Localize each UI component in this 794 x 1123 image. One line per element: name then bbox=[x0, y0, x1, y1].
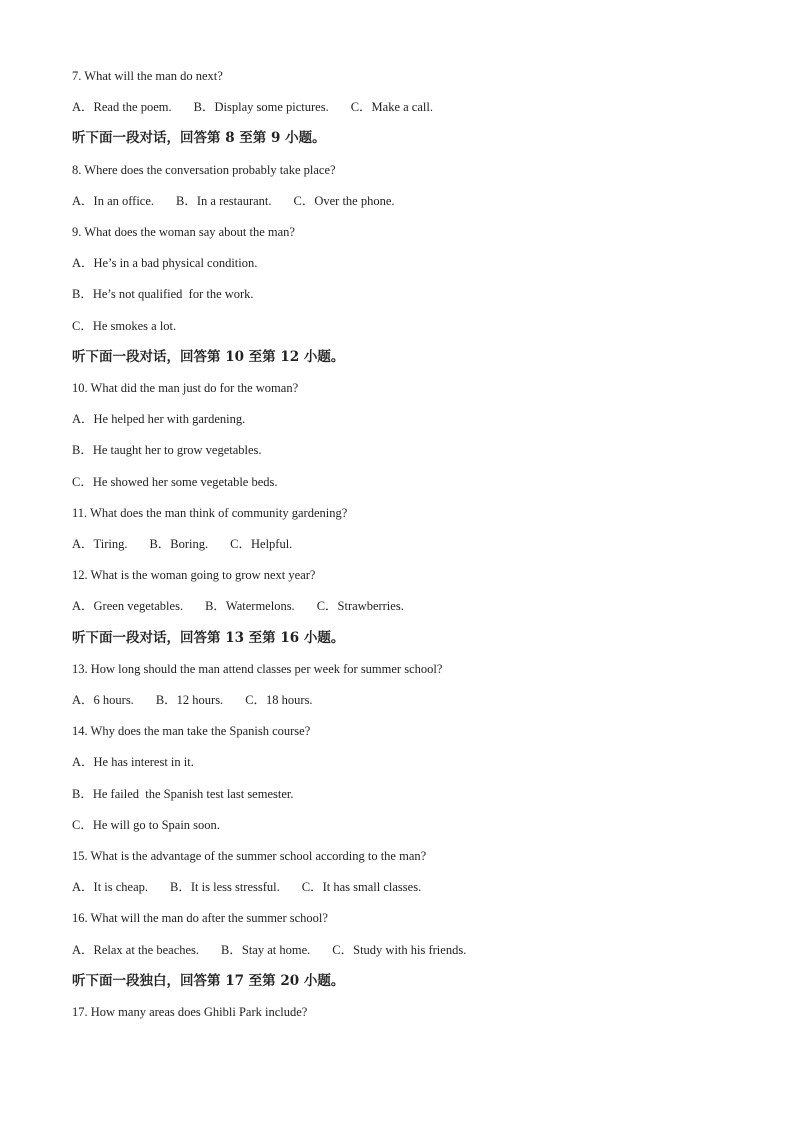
answer-option: B．Watermelons. bbox=[205, 599, 295, 614]
answer-option: B．It is less stressful. bbox=[170, 880, 280, 895]
question: 9. What does the woman say about the man? bbox=[72, 225, 295, 239]
answer-option: B．He failed the Spanish test last semester. bbox=[72, 786, 294, 801]
answer-option: B．He’s not qualified for the work. bbox=[72, 287, 254, 302]
question: 16. What will the man do after the summer school? bbox=[72, 911, 328, 926]
answer-option: C．Over the phone. bbox=[293, 193, 395, 208]
answer-option: C．18 hours. bbox=[245, 693, 313, 707]
question: 11. What does the man think of community gardening? bbox=[72, 505, 348, 520]
option-row bbox=[72, 536, 292, 552]
answer-option: B．Boring. bbox=[149, 537, 209, 551]
answer-option: A．In an office. bbox=[72, 193, 155, 208]
question: 8. Where does the conversation probably take place? bbox=[72, 162, 336, 177]
question: 12. What is the woman going to grow next year? bbox=[72, 568, 316, 583]
answer-option: B．He taught her to grow vegetables. bbox=[72, 443, 262, 458]
answer-option: A．6 hours. bbox=[72, 693, 134, 707]
question: 17. How many areas does Ghibli Park include? bbox=[72, 1005, 308, 1019]
answer-option: B．12 hours. bbox=[155, 693, 224, 707]
answer-option: C．Strawberries. bbox=[316, 599, 404, 614]
section-heading: 听下面一段对话，回答第 13 至第 16 小题。 bbox=[72, 629, 345, 646]
answer-option: A．He’s in a bad physical condition. bbox=[72, 256, 258, 271]
answer-option: C．Helpful. bbox=[230, 537, 293, 551]
answer-option: B．Stay at home. bbox=[221, 942, 311, 957]
question: 13. How long should the man attend classes per week for summer school? bbox=[72, 661, 443, 676]
answer-option: A．Read the poem. bbox=[72, 100, 172, 115]
option-row bbox=[72, 99, 433, 115]
answer-option: B．In a restaurant. bbox=[176, 193, 272, 208]
answer-option: A．He has interest in it. bbox=[72, 755, 194, 770]
answer-option: A．Green vegetables. bbox=[72, 599, 184, 614]
option-row bbox=[72, 942, 466, 958]
option-row bbox=[72, 879, 421, 895]
section-heading: 听下面一段独白，回答第 17 至第 20 小题。 bbox=[72, 972, 345, 989]
section-heading: 听下面一段对话，回答第 8 至第 9 小题。 bbox=[72, 130, 326, 147]
answer-option: B．Display some pictures. bbox=[193, 100, 329, 115]
answer-option: C．He smokes a lot. bbox=[72, 318, 177, 333]
answer-option: C．It has small classes. bbox=[301, 880, 422, 895]
question: 7. What will the man do next? bbox=[72, 69, 223, 83]
answer-option: C．Make a call. bbox=[350, 100, 433, 115]
question: 15. What is the advantage of the summer school according to the man? bbox=[72, 849, 427, 863]
answer-option: A．Relax at the beaches. bbox=[72, 942, 200, 957]
question: 10. What did the man just do for the woman? bbox=[72, 381, 299, 395]
option-row bbox=[72, 598, 404, 614]
option-row bbox=[72, 193, 395, 209]
answer-option: A．It is cheap. bbox=[72, 880, 149, 895]
answer-option: C．He showed her some vegetable beds. bbox=[72, 474, 278, 489]
answer-option: C．Study with his friends. bbox=[332, 942, 467, 957]
question: 14. Why does the man take the Spanish course? bbox=[72, 724, 311, 739]
section-heading: 听下面一段对话，回答第 10 至第 12 小题。 bbox=[72, 348, 345, 365]
answer-option: A．Tiring. bbox=[72, 537, 128, 551]
option-row bbox=[72, 692, 313, 708]
answer-option: A．He helped her with gardening. bbox=[72, 412, 246, 427]
answer-option: C．He will go to Spain soon. bbox=[72, 817, 220, 832]
